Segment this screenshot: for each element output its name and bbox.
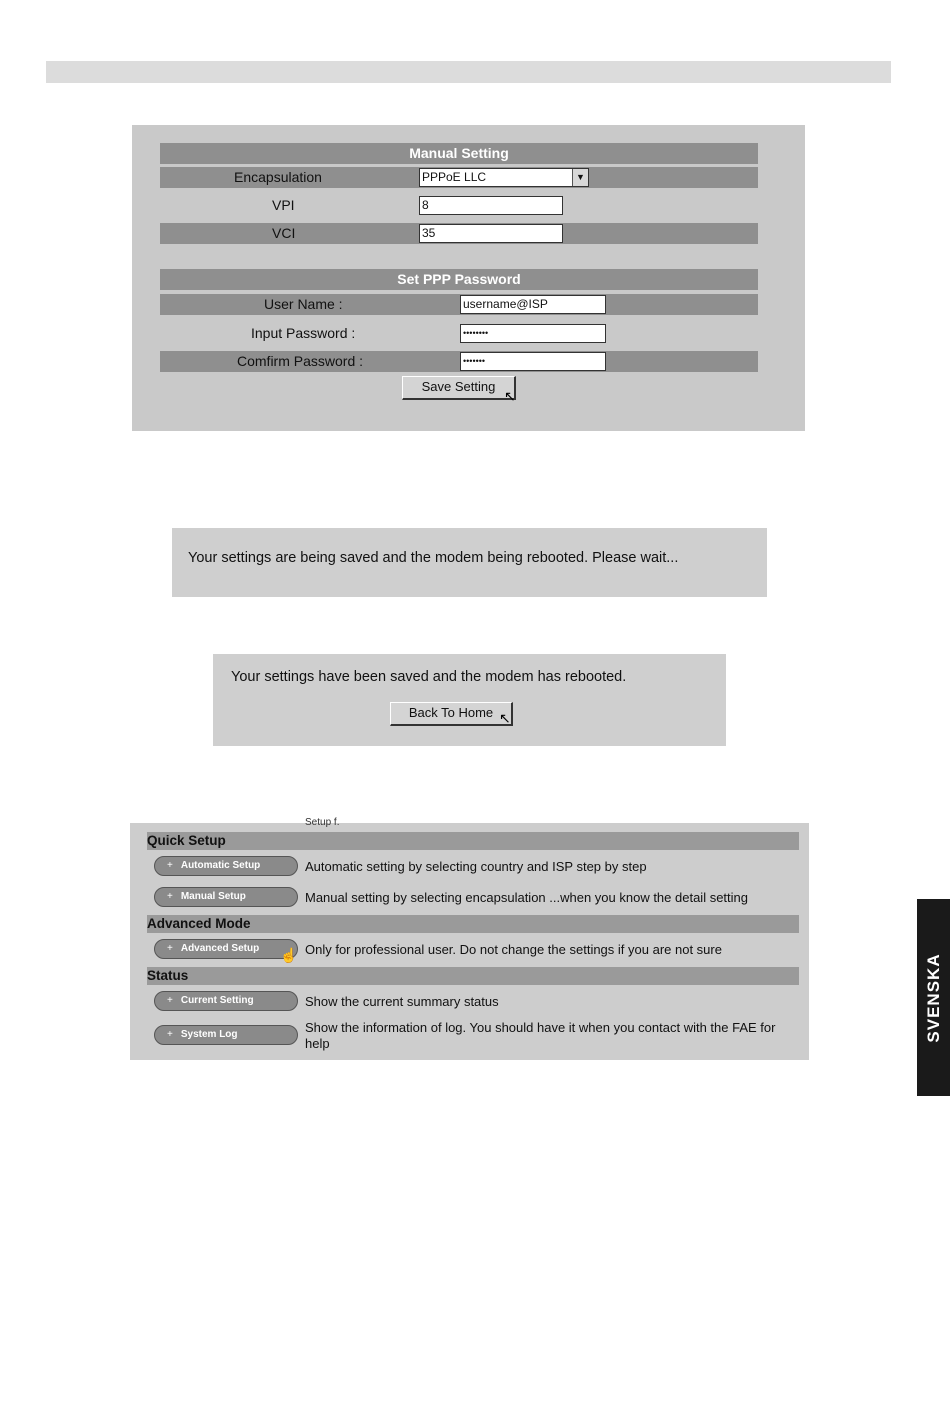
vci-label: VCI — [272, 225, 296, 241]
vpi-row — [160, 195, 758, 216]
manual-setting-title: Manual Setting — [160, 143, 758, 164]
automatic-setup-desc: Automatic setting by selecting country and ISP step by step — [305, 859, 647, 874]
system-log-desc: Show the information of log. You should have it when you contact with the FAE for help — [305, 1020, 776, 1051]
system-log-label: System Log — [180, 1029, 238, 1040]
advanced-setup-button[interactable] — [154, 939, 298, 959]
plus-icon: + — [167, 995, 173, 1006]
advanced-setup-label: Advanced Setup — [180, 943, 260, 954]
manual-setup-button[interactable] — [154, 887, 298, 907]
advanced-mode-heading: Advanced Mode — [147, 915, 799, 933]
hand-cursor-icon: ☝ — [280, 947, 298, 963]
automatic-setup-label: Automatic Setup — [180, 860, 261, 871]
chevron-down-icon[interactable]: ▼ — [572, 169, 588, 186]
input-password-field[interactable]: •••••••• — [460, 324, 606, 343]
top-gray-bar — [46, 61, 891, 83]
mouse-cursor-icon: ↖ — [499, 710, 511, 726]
manual-setup-label: Manual Setup — [180, 891, 246, 902]
saving-message-panel — [172, 528, 767, 597]
advanced-setup-desc: Only for professional user. Do not change the settings if you are not sure — [305, 942, 722, 957]
setup-menu-panel — [130, 817, 809, 1060]
language-label: SVENSKA — [923, 952, 943, 1043]
saved-message: Your settings have been saved and the modem has rebooted. — [231, 669, 627, 685]
manual-setup-desc: Manual setting by selecting encapsulation ...when you know the detail setting — [305, 890, 748, 905]
username-input[interactable]: username@ISP — [460, 295, 606, 314]
plus-icon: + — [167, 860, 173, 871]
confirm-password-label: Comfirm Password : — [237, 353, 364, 369]
vpi-input[interactable]: 8 — [419, 196, 563, 215]
automatic-setup-button[interactable] — [154, 856, 298, 876]
current-setting-button[interactable] — [154, 991, 298, 1011]
saved-message-panel — [213, 654, 726, 746]
plus-icon: + — [167, 943, 173, 954]
username-label: User Name : — [264, 296, 343, 312]
plus-icon: + — [167, 891, 173, 902]
language-side-tab — [917, 899, 950, 1096]
encapsulation-value: PPPoE LLC — [422, 170, 487, 184]
confirm-password-row — [160, 351, 758, 372]
confirm-password-field[interactable]: ••••••• — [460, 352, 606, 371]
system-log-button[interactable] — [154, 1025, 298, 1045]
vci-row — [160, 223, 758, 244]
vci-input[interactable]: 35 — [419, 224, 563, 243]
mouse-cursor-icon: ↖ — [504, 388, 516, 404]
quick-setup-heading: Quick Setup — [147, 832, 799, 850]
username-row — [160, 294, 758, 315]
status-heading: Status — [147, 967, 799, 985]
plus-icon: + — [167, 1029, 173, 1040]
encapsulation-row — [160, 167, 758, 188]
ppp-password-title: Set PPP Password — [160, 269, 758, 290]
vpi-label: VPI — [272, 197, 295, 213]
input-password-row — [160, 323, 758, 344]
save-setting-button[interactable]: Save Setting — [402, 376, 516, 400]
top-text-fragment: Setup f. — [305, 817, 340, 828]
current-setting-label: Current Setting — [180, 995, 254, 1006]
encapsulation-label: Encapsulation — [234, 169, 322, 185]
back-to-home-button[interactable]: Back To Home — [390, 702, 513, 726]
input-password-label: Input Password : — [251, 325, 356, 341]
saving-message: Your settings are being saved and the modem being rebooted. Please wait... — [188, 550, 679, 566]
manual-setting-panel — [132, 125, 805, 431]
encapsulation-select[interactable] — [419, 168, 589, 187]
current-setting-desc: Show the current summary status — [305, 994, 499, 1009]
